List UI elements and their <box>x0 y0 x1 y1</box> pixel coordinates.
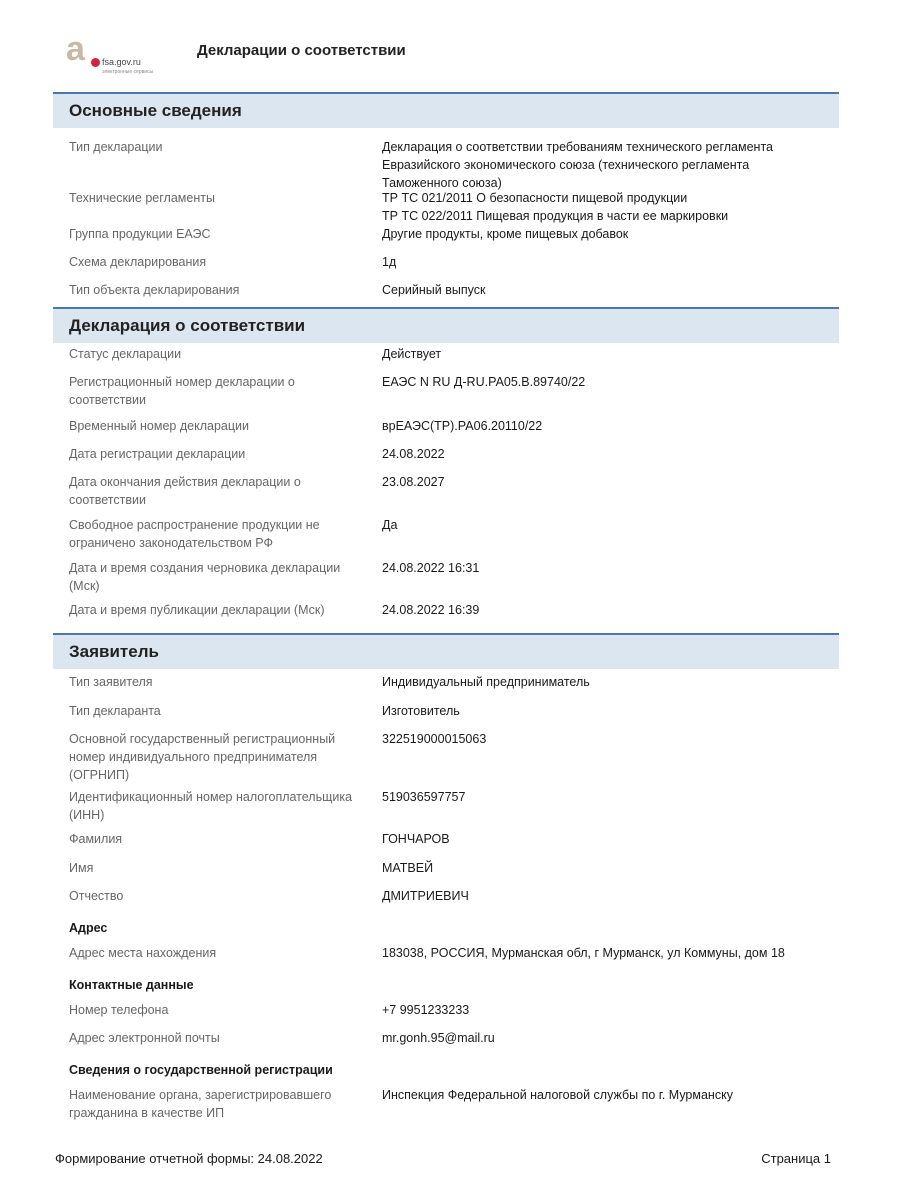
field-value: 322519000015063 <box>382 732 487 746</box>
field-value: Инспекция Федеральной налоговой службы по г. Мурманску <box>382 1088 733 1102</box>
section-main-title: Основные сведения <box>69 101 242 120</box>
phone-value: +7 9951233233 <box>382 1003 470 1017</box>
field-label: Временный номер декларации <box>69 419 249 433</box>
logo-subtitle: электронные сервисы <box>102 69 154 75</box>
document-title: Декларации о соответствии <box>197 42 406 59</box>
field-label: Адрес места нахождения <box>69 946 217 960</box>
field-label: Дата регистрации декларации <box>69 447 246 461</box>
page-header <box>60 30 840 84</box>
field-label: Группа продукции ЕАЭС <box>69 227 211 241</box>
field-value: врЕАЭС(ТР).РА06.20110/22 <box>382 419 543 433</box>
field-label: Тип декларации <box>69 140 163 154</box>
field-value: Другие продукты, кроме пищевых добавок <box>382 227 629 241</box>
section-applicant <box>53 633 839 669</box>
field-label: Регистрационный номер декларации о соответствии <box>69 375 295 407</box>
field-label: Свободное распространение продукции не ограничено законодательством РФ <box>69 518 320 550</box>
field-value: МАТВЕЙ <box>382 861 434 875</box>
field-label: Отчество <box>69 889 124 903</box>
page-number: Страница 1 <box>761 1151 831 1166</box>
field-value: 1д <box>382 255 397 269</box>
logo-letter: a <box>66 30 85 68</box>
field-value: 519036597757 <box>382 790 466 804</box>
field-label: Основной государственный регистрационный номер индивидуального предпринимателя (ОГРНИП) <box>69 732 336 782</box>
field-label: Фамилия <box>69 832 123 846</box>
field-value: Изготовитель <box>382 704 460 718</box>
section-applicant-title: Заявитель <box>69 642 159 661</box>
email-value: mr.gonh.95@mail.ru <box>382 1031 495 1045</box>
field-value: 24.08.2022 <box>382 447 445 461</box>
field-label: Номер телефона <box>69 1003 169 1017</box>
field-label: Тип декларанта <box>69 704 161 718</box>
field-value: Серийный выпуск <box>382 283 486 297</box>
field-label: Идентификационный номер налогоплательщика (ИНН) <box>69 790 353 822</box>
field-label: Тип объекта декларирования <box>69 283 240 297</box>
field-value: Да <box>382 518 398 532</box>
field-label: Схема декларирования <box>69 255 207 269</box>
regulation-1: ТР ТС 021/2011 О безопасности пищевой продукции <box>382 191 688 205</box>
logo-dot-icon <box>91 58 100 67</box>
field-label: Дата окончания действия декларации о соответствии <box>69 475 301 507</box>
regulation-2: ТР ТС 022/2011 Пищевая продукция в части ее маркировки <box>382 209 729 223</box>
field-label: Тип заявителя <box>69 675 153 689</box>
field-label: Статус декларации <box>69 347 182 361</box>
field-label: Технические регламенты <box>69 191 215 205</box>
field-value: ДМИТРИЕВИЧ <box>382 889 469 903</box>
section-main <box>53 92 839 128</box>
field-label: Дата и время публикации декларации (Мск) <box>69 603 325 617</box>
field-value: ГОНЧАРОВ <box>382 832 450 846</box>
field-label: Наименование органа, зарегистрировавшего гражданина в качестве ИП <box>69 1088 332 1120</box>
field-value: ЕАЭС N RU Д-RU.РА05.В.89740/22 <box>382 375 586 389</box>
field-value: 24.08.2022 16:39 <box>382 603 480 617</box>
contacts-heading: Контактные данные <box>69 978 194 992</box>
field-value <box>382 189 822 225</box>
fsa-logo[interactable] <box>60 30 180 80</box>
field-label: Имя <box>69 861 94 875</box>
field-label: Дата и время создания черновика декларации (Мск) <box>69 561 341 593</box>
registration-heading: Сведения о государственной регистрации <box>69 1063 333 1077</box>
section-declaration-title: Декларация о соответствии <box>69 316 306 335</box>
field-label: Адрес электронной почты <box>69 1031 220 1045</box>
section-declaration <box>53 307 839 343</box>
report-date: Формирование отчетной формы: 24.08.2022 <box>55 1151 323 1166</box>
field-value: Действует <box>382 347 442 361</box>
field-value: 23.08.2027 <box>382 475 445 489</box>
field-value: Индивидуальный предприниматель <box>382 675 590 689</box>
field-value: 183038, РОССИЯ, Мурманская обл, г Мурманск, ул Коммуны, дом 18 <box>382 946 785 960</box>
logo-site: fsa.gov.ru <box>102 57 141 67</box>
field-value: 24.08.2022 16:31 <box>382 561 480 575</box>
address-heading: Адрес <box>69 921 108 935</box>
field-value: Декларация о соответствии требованиям технического регламента Евразийского экономического союза (технического регламента Таможенного союза) <box>382 140 773 190</box>
